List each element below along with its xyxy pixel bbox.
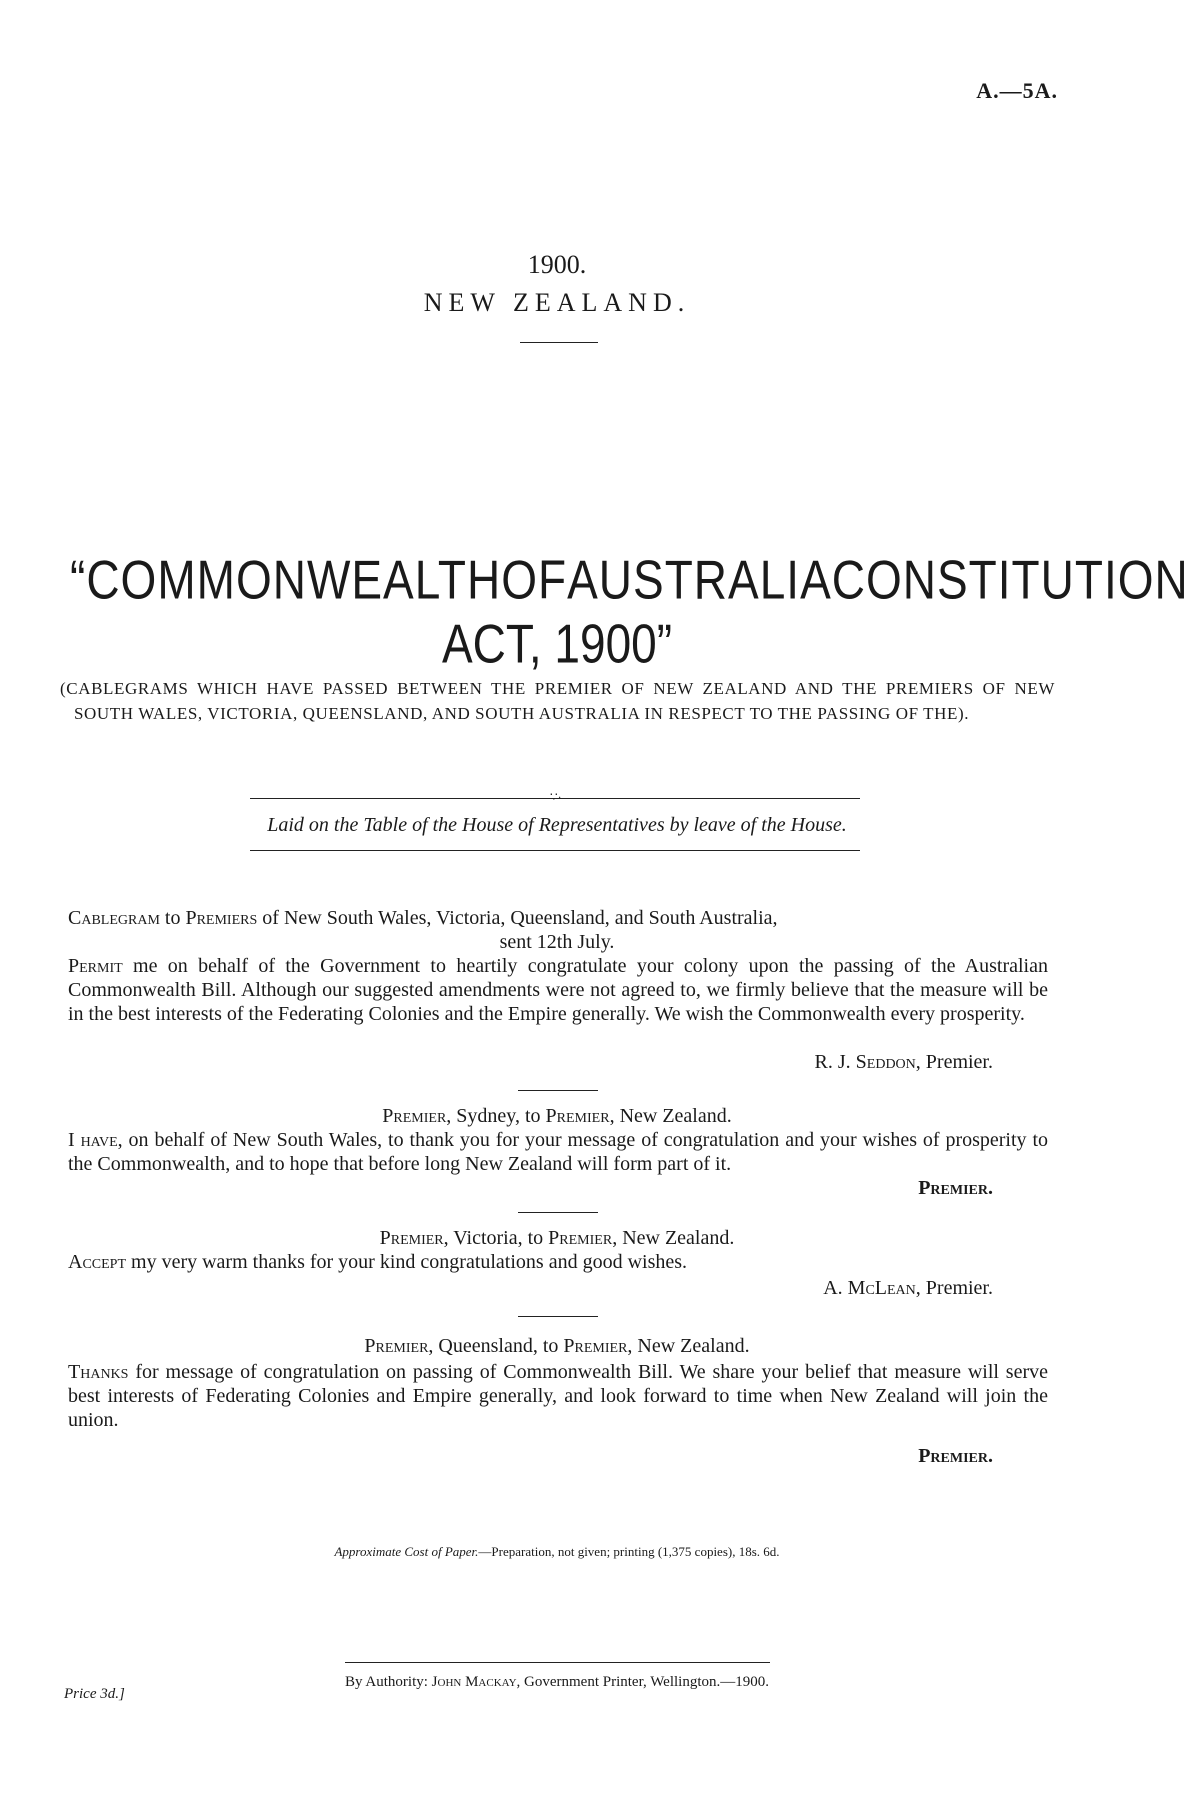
subtitle: (CABLEGRAMS WHICH HAVE PASSED BETWEEN THE PREMIER OF NEW ZEALAND AND THE PREMIERS OF NEW SOUTH WALES, VICTORIA, QUEENSLAND, AND SOUTH AUSTRALIA IN RESPECT TO THE PASSING OF THE).	[60, 679, 1055, 723]
cable-heading: Premier, Victoria, to Premier, New Zealand.	[379, 1227, 735, 1249]
document-reference: A.—5A.	[976, 78, 1058, 103]
cable-signature: Premier.	[918, 1177, 993, 1199]
cable-body: Accept my very warm thanks for your kind congratulations and good wishes.	[68, 1251, 688, 1273]
title-word: “COMMONWEALTH	[70, 549, 502, 611]
cable-signature: Premier.	[918, 1445, 993, 1467]
laid-on-table-note: Laid on the Table of the House of Representatives by leave of the House.	[267, 814, 847, 836]
divider	[345, 1662, 770, 1663]
cable-date: sent 12th July.	[499, 931, 615, 953]
title-line-1	[70, 548, 1189, 612]
divider	[518, 1316, 598, 1317]
cable-body: Thanks for message of congratulation on passing of Commonwealth Bill. We share your belief that measure will serve best interests of Federating Colonies and Empire generally, and look forward to time when New Zealand will join the union.	[68, 1361, 1048, 1431]
cable-heading: Premier, Queensland, to Premier, New Zealand.	[364, 1335, 750, 1357]
price: Price 3d.]	[64, 1686, 125, 1702]
title-word: AUSTRALIA	[567, 549, 832, 611]
document-year: 1900.	[527, 250, 587, 279]
title-word: CONSTITUTION	[831, 549, 1189, 611]
ornament: ∵·	[550, 790, 562, 804]
cable-signature: R. J. Seddon, Premier.	[814, 1051, 993, 1073]
divider	[520, 342, 598, 343]
cable-heading: Premier, Sydney, to Premier, New Zealand.	[382, 1105, 732, 1127]
printer-authority: By Authority: John Mackay, Government Printer, Wellington.—1900.	[344, 1674, 769, 1690]
title-word: OF	[501, 549, 568, 611]
cable-heading-sc: Cablegram	[68, 907, 160, 929]
divider	[518, 1212, 598, 1213]
cable-heading: Cablegram to Premiers of New South Wales, Victoria, Queensland, and South Australia,	[68, 907, 778, 929]
cable-signature: A. McLean, Premier.	[823, 1277, 993, 1299]
cable-body: I have, on behalf of New South Wales, to thank you for your message of congratulation and your wishes of prosperity to the Commonwealth, and to hope that before long New Zealand will form part of it.	[68, 1129, 1048, 1175]
title-line-2: ACT, 1900”	[441, 613, 673, 675]
divider	[250, 850, 860, 851]
divider	[518, 1090, 598, 1091]
cost-of-paper: Approximate Cost of Paper.—Preparation, not given; printing (1,375 copies), 18s. 6d.	[334, 1544, 780, 1559]
document-country: NEW ZEALAND.	[423, 288, 691, 317]
cable-body: Permit me on behalf of the Government to heartily congratulate your colony upon the passing of the Australian Commonwealth Bill. Although our suggested amendments were not agreed to, we firmly believe that the measure will be in the best interests of the Federating Colonies and the Empire generally. We wish the Commonwealth every prosperity.	[68, 955, 1048, 1025]
